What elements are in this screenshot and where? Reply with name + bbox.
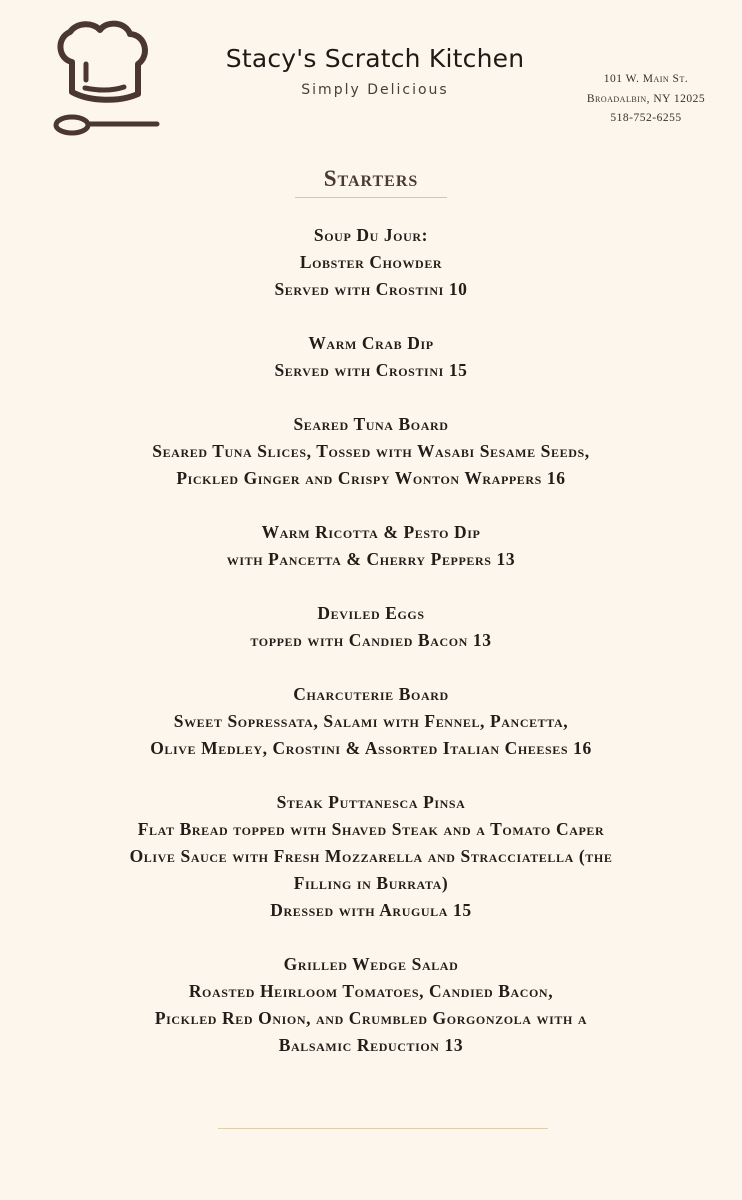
address-street: 101 W. Main St. (603, 73, 689, 85)
menu-item-name: Soup Du Jour: (313, 225, 429, 245)
menu-item-wedge-salad (0, 951, 742, 1059)
menu-item-name: Warm Crab Dip (308, 333, 434, 353)
menu-item-line: Olive Medley, Crostini & Assorted Italian Cheeses 16 (150, 738, 592, 758)
menu-item-line: Lobster Chowder (299, 252, 443, 272)
address-phone: 518-752-6255 (610, 112, 682, 124)
menu-item-line: with Pancetta & Cherry Peppers 13 (226, 549, 516, 569)
menu-item-name: Deviled Eggs (317, 603, 425, 623)
tagline: Simply Delicious (301, 82, 449, 98)
menu-item-line: Dressed with Arugula 15 (270, 900, 472, 920)
menu-item-name: Charcuterie Board (293, 684, 449, 704)
menu-item-name: Grilled Wedge Salad (283, 954, 459, 974)
menu-item-name: Steak Puttanesca Pinsa (276, 792, 466, 812)
chef-hat-spoon-icon (50, 18, 162, 140)
address-city: Broadalbin, NY 12025 (586, 92, 706, 105)
title-divider (295, 197, 447, 198)
menu-item-line: Filling in Burrata) (293, 873, 449, 893)
brand-name: Stacy's Scratch Kitchen (225, 44, 525, 73)
menu-item-line: topped with Candied Bacon 13 (250, 630, 492, 650)
menu-item-crab-dip (0, 330, 742, 384)
menu-item-pinsa (0, 789, 742, 924)
menu-item-soup (0, 222, 742, 303)
address-block (560, 70, 732, 129)
menu-item-line: Roasted Heirloom Tomatoes, Candied Bacon, (188, 981, 554, 1001)
menu-item-line: Seared Tuna Slices, Tossed with Wasabi Sesame Seeds, (152, 441, 590, 461)
menu-item-tuna-board (0, 411, 742, 492)
menu-item-name: Seared Tuna Board (293, 414, 449, 434)
menu-item-line: Pickled Ginger and Crispy Wonton Wrappers 16 (176, 468, 566, 488)
menu-item-line: Sweet Sopressata, Salami with Fennel, Pancetta, (173, 711, 569, 731)
bottom-divider (218, 1128, 548, 1129)
menu-item-ricotta-dip (0, 519, 742, 573)
menu-item-name: Warm Ricotta & Pesto Dip (261, 522, 481, 542)
menu-item-line: Served with Crostini 10 (274, 279, 468, 299)
menu-item-line: Flat Bread topped with Shaved Steak and a Tomato Caper (137, 819, 605, 839)
menu-item-charcuterie (0, 681, 742, 762)
menu-item-line: Olive Sauce with Fresh Mozzarella and Stracciatella (the (129, 846, 613, 866)
menu-list (0, 222, 742, 1086)
section-title: Starters (323, 166, 419, 191)
menu-item-deviled-eggs (0, 600, 742, 654)
menu-item-line: Pickled Red Onion, and Crumbled Gorgonzola with a (154, 1008, 588, 1028)
menu-item-line: Served with Crostini 15 (274, 360, 468, 380)
menu-item-line: Balsamic Reduction 13 (278, 1035, 464, 1055)
